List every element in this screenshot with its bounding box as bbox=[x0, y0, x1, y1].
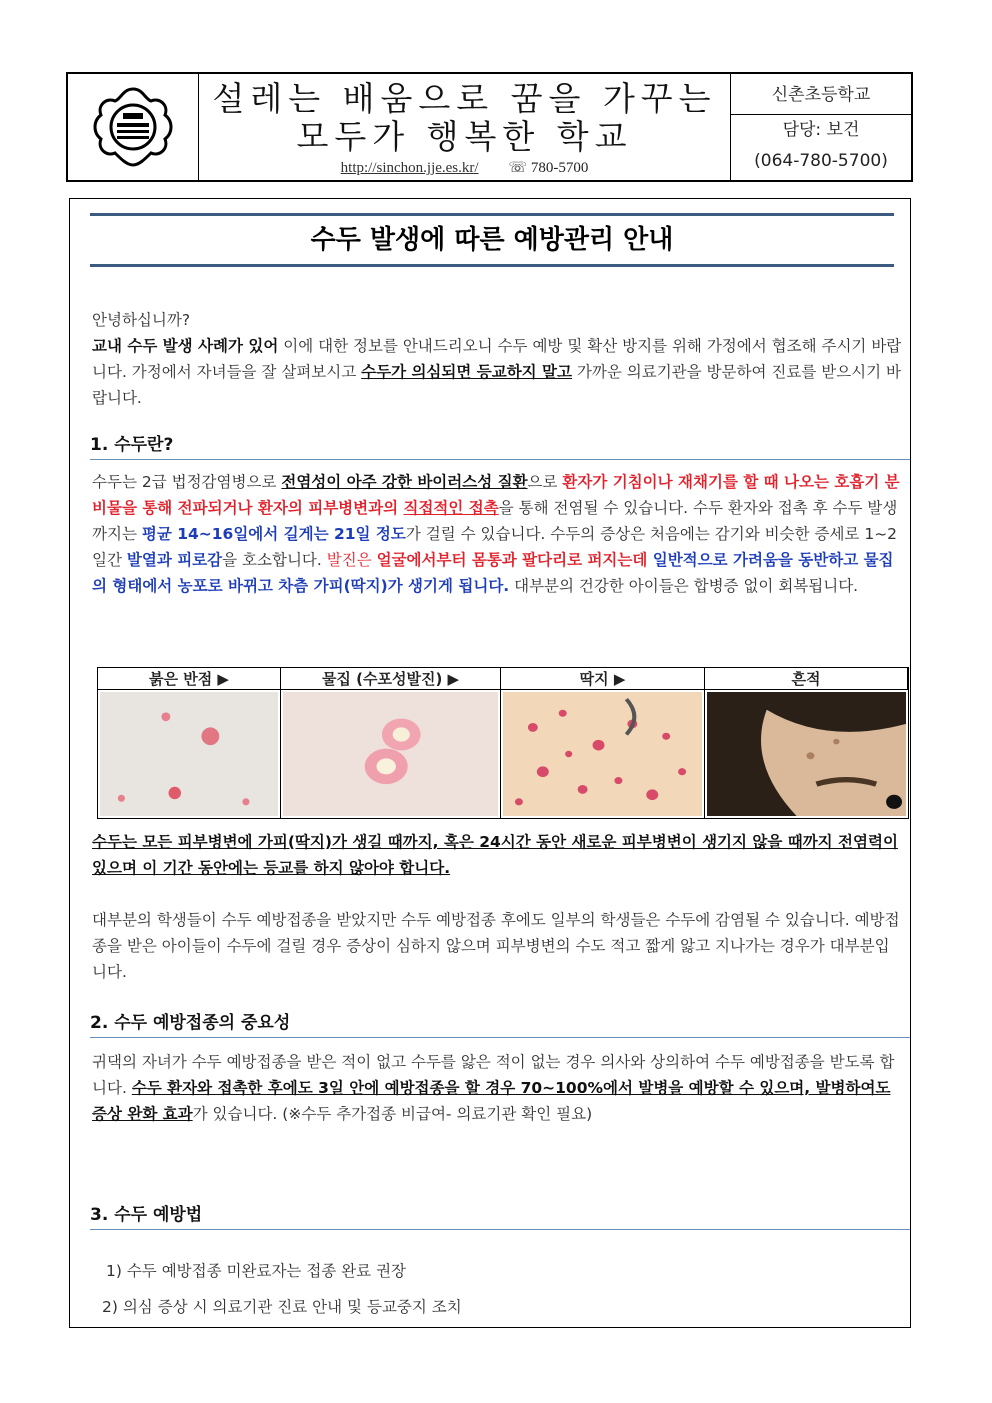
stage-label: 물집 (수포성발진) ▶ bbox=[281, 668, 501, 690]
s2-text: 가 있습니다. (※수두 추가접종 비급여- 의료기관 확인 필요) bbox=[192, 1105, 593, 1123]
school-motto-line2: 모두가 행복한 학교 bbox=[296, 117, 633, 156]
section1-contagion-note: 수두는 모든 피부병변에 가피(딱지)가 생길 때까지, 혹은 24시간 동안 새로운 피부병변이 생기지 않을 때까지 전염력이 있으며 이 기간 동안에는 등교를 하지 않아야 합니다. bbox=[92, 833, 898, 877]
school-emblem-icon bbox=[89, 83, 177, 171]
s2-text: 귀댁의 자녀가 수두 예방접종을 받은 적이 없고 수두를 앓은 적이 없는 경우 의사와 상의하여 수두 예방접종을 받도록 합니다. bbox=[92, 1053, 895, 1097]
stage-label: 흔적 bbox=[705, 668, 908, 690]
prevention-item-1: 1) 수두 예방접종 미완료자는 접종 완료 권장 bbox=[106, 1262, 407, 1280]
rash-stage-table bbox=[97, 667, 909, 819]
section-heading-1: 1. 수두란? bbox=[90, 431, 910, 460]
contact-person: 담당: 보건 bbox=[782, 120, 860, 140]
school-phone: ☏ 780-5700 bbox=[508, 160, 589, 176]
section2-paragraph bbox=[92, 1049, 904, 1127]
intro-greeting: 안녕하십니까? bbox=[92, 311, 191, 329]
s1-blue-text: 평균 14~16일에서 길게는 21일 정도 bbox=[141, 525, 406, 543]
section-heading-2: 2. 수두 예방접종의 중요성 bbox=[90, 1009, 910, 1038]
intro-end: 가까운 의료기관을 방문하여 진료를 받으시기 바랍니다. bbox=[92, 363, 902, 407]
section1-paragraph bbox=[92, 469, 904, 599]
section1-extra-paragraph: 대부분의 학생들이 수두 예방접종을 받았지만 수두 예방접종 후에도 일부의 학생들은 수두에 감염될 수 있습니다. 예방접종을 받은 아이들이 수두에 걸릴 경우 증상이 심하지 않으며 피부병변의 수도 적고 짧게 앓고 지나가는 경우가 대부분입니다. bbox=[92, 911, 900, 981]
s1-text: 대부분의 건강한 아이들은 합병증 없이 회복됩니다. bbox=[509, 577, 859, 595]
s1-text: 수두는 2급 법정감염병으로 bbox=[92, 473, 282, 491]
s1-highlight: 전염성이 아주 강한 바이러스성 질환 bbox=[281, 473, 528, 491]
scab-photo bbox=[501, 690, 705, 818]
blister-photo bbox=[281, 690, 501, 818]
section-heading-3: 3. 수두 예방법 bbox=[90, 1201, 910, 1230]
s1-text: 가 걸릴 수 있습니다. 수두의 증상은 처음에는 감기와 비슷한 증세로 1~2일간 bbox=[92, 525, 898, 569]
intro-text: 이에 대한 정보를 안내드리오니 수두 예방 및 확산 방지를 위해 가정에서 협조해 주시기 바랍니다. 가정에서 자녀들을 잘 살펴보시고 bbox=[92, 337, 902, 381]
s1-red-text: 발진은 bbox=[326, 551, 377, 569]
red-spots-photo bbox=[98, 690, 281, 818]
s1-text: 으로 bbox=[527, 473, 563, 491]
school-url-link[interactable]: http://sinchon.jje.es.kr/ bbox=[340, 160, 479, 176]
s1-blue-text: 일반적으로 가려움을 동반하고 물집의 형태에서 농포로 바뀌고 차츰 가피(딱지)가 생기게 됩니다. bbox=[92, 551, 894, 595]
intro-bold: 교내 수두 발생 사례가 있어 bbox=[92, 337, 279, 355]
contact-phone: (064-780-5700) bbox=[754, 151, 888, 171]
notice-title: 수두 발생에 따른 예방관리 안내 bbox=[90, 213, 894, 267]
intro-warning: 수두가 의심되면 등교하지 말고 bbox=[361, 363, 572, 381]
school-motto-line1: 설레는 배움으로 꿈을 가꾸는 bbox=[212, 79, 717, 118]
scar-photo bbox=[705, 690, 908, 818]
notice-body bbox=[69, 198, 911, 1328]
school-emblem bbox=[68, 74, 199, 180]
s2-highlight: 수두 환자와 접촉한 후에도 3일 안에 예방접종을 할 경우 70~100%에서 발병을 예방할 수 있으며, 발병하여도 증상 완화 효과 bbox=[92, 1079, 891, 1123]
stage-label: 붉은 반점 ▶ bbox=[98, 668, 281, 690]
s1-red-text: 얼굴에서부터 몸통과 팔다리로 퍼지는데 bbox=[376, 551, 648, 569]
s1-red-text: 직접적인 접촉 bbox=[403, 499, 499, 517]
school-name: 신촌초등학교 bbox=[731, 74, 911, 115]
intro-paragraph bbox=[92, 333, 904, 411]
s1-text: 을 통해 전염될 수 있습니다. 수두 환자와 접촉 후 수두 발생까지는 bbox=[92, 499, 898, 543]
prevention-item-2: 2) 의심 증상 시 의료기관 진료 안내 및 등교중지 조치 bbox=[102, 1298, 462, 1316]
s1-red-text: 환자가 기침이나 재채기를 할 때 나오는 호흡기 분비물을 통해 전파되거나 환자의 피부병변과의 bbox=[92, 473, 900, 517]
stage-label: 딱지 ▶ bbox=[501, 668, 705, 690]
s1-blue-text: 발열과 피로감 bbox=[126, 551, 223, 569]
letterhead bbox=[66, 72, 913, 182]
s1-text: 을 호소합니다. bbox=[222, 551, 327, 569]
